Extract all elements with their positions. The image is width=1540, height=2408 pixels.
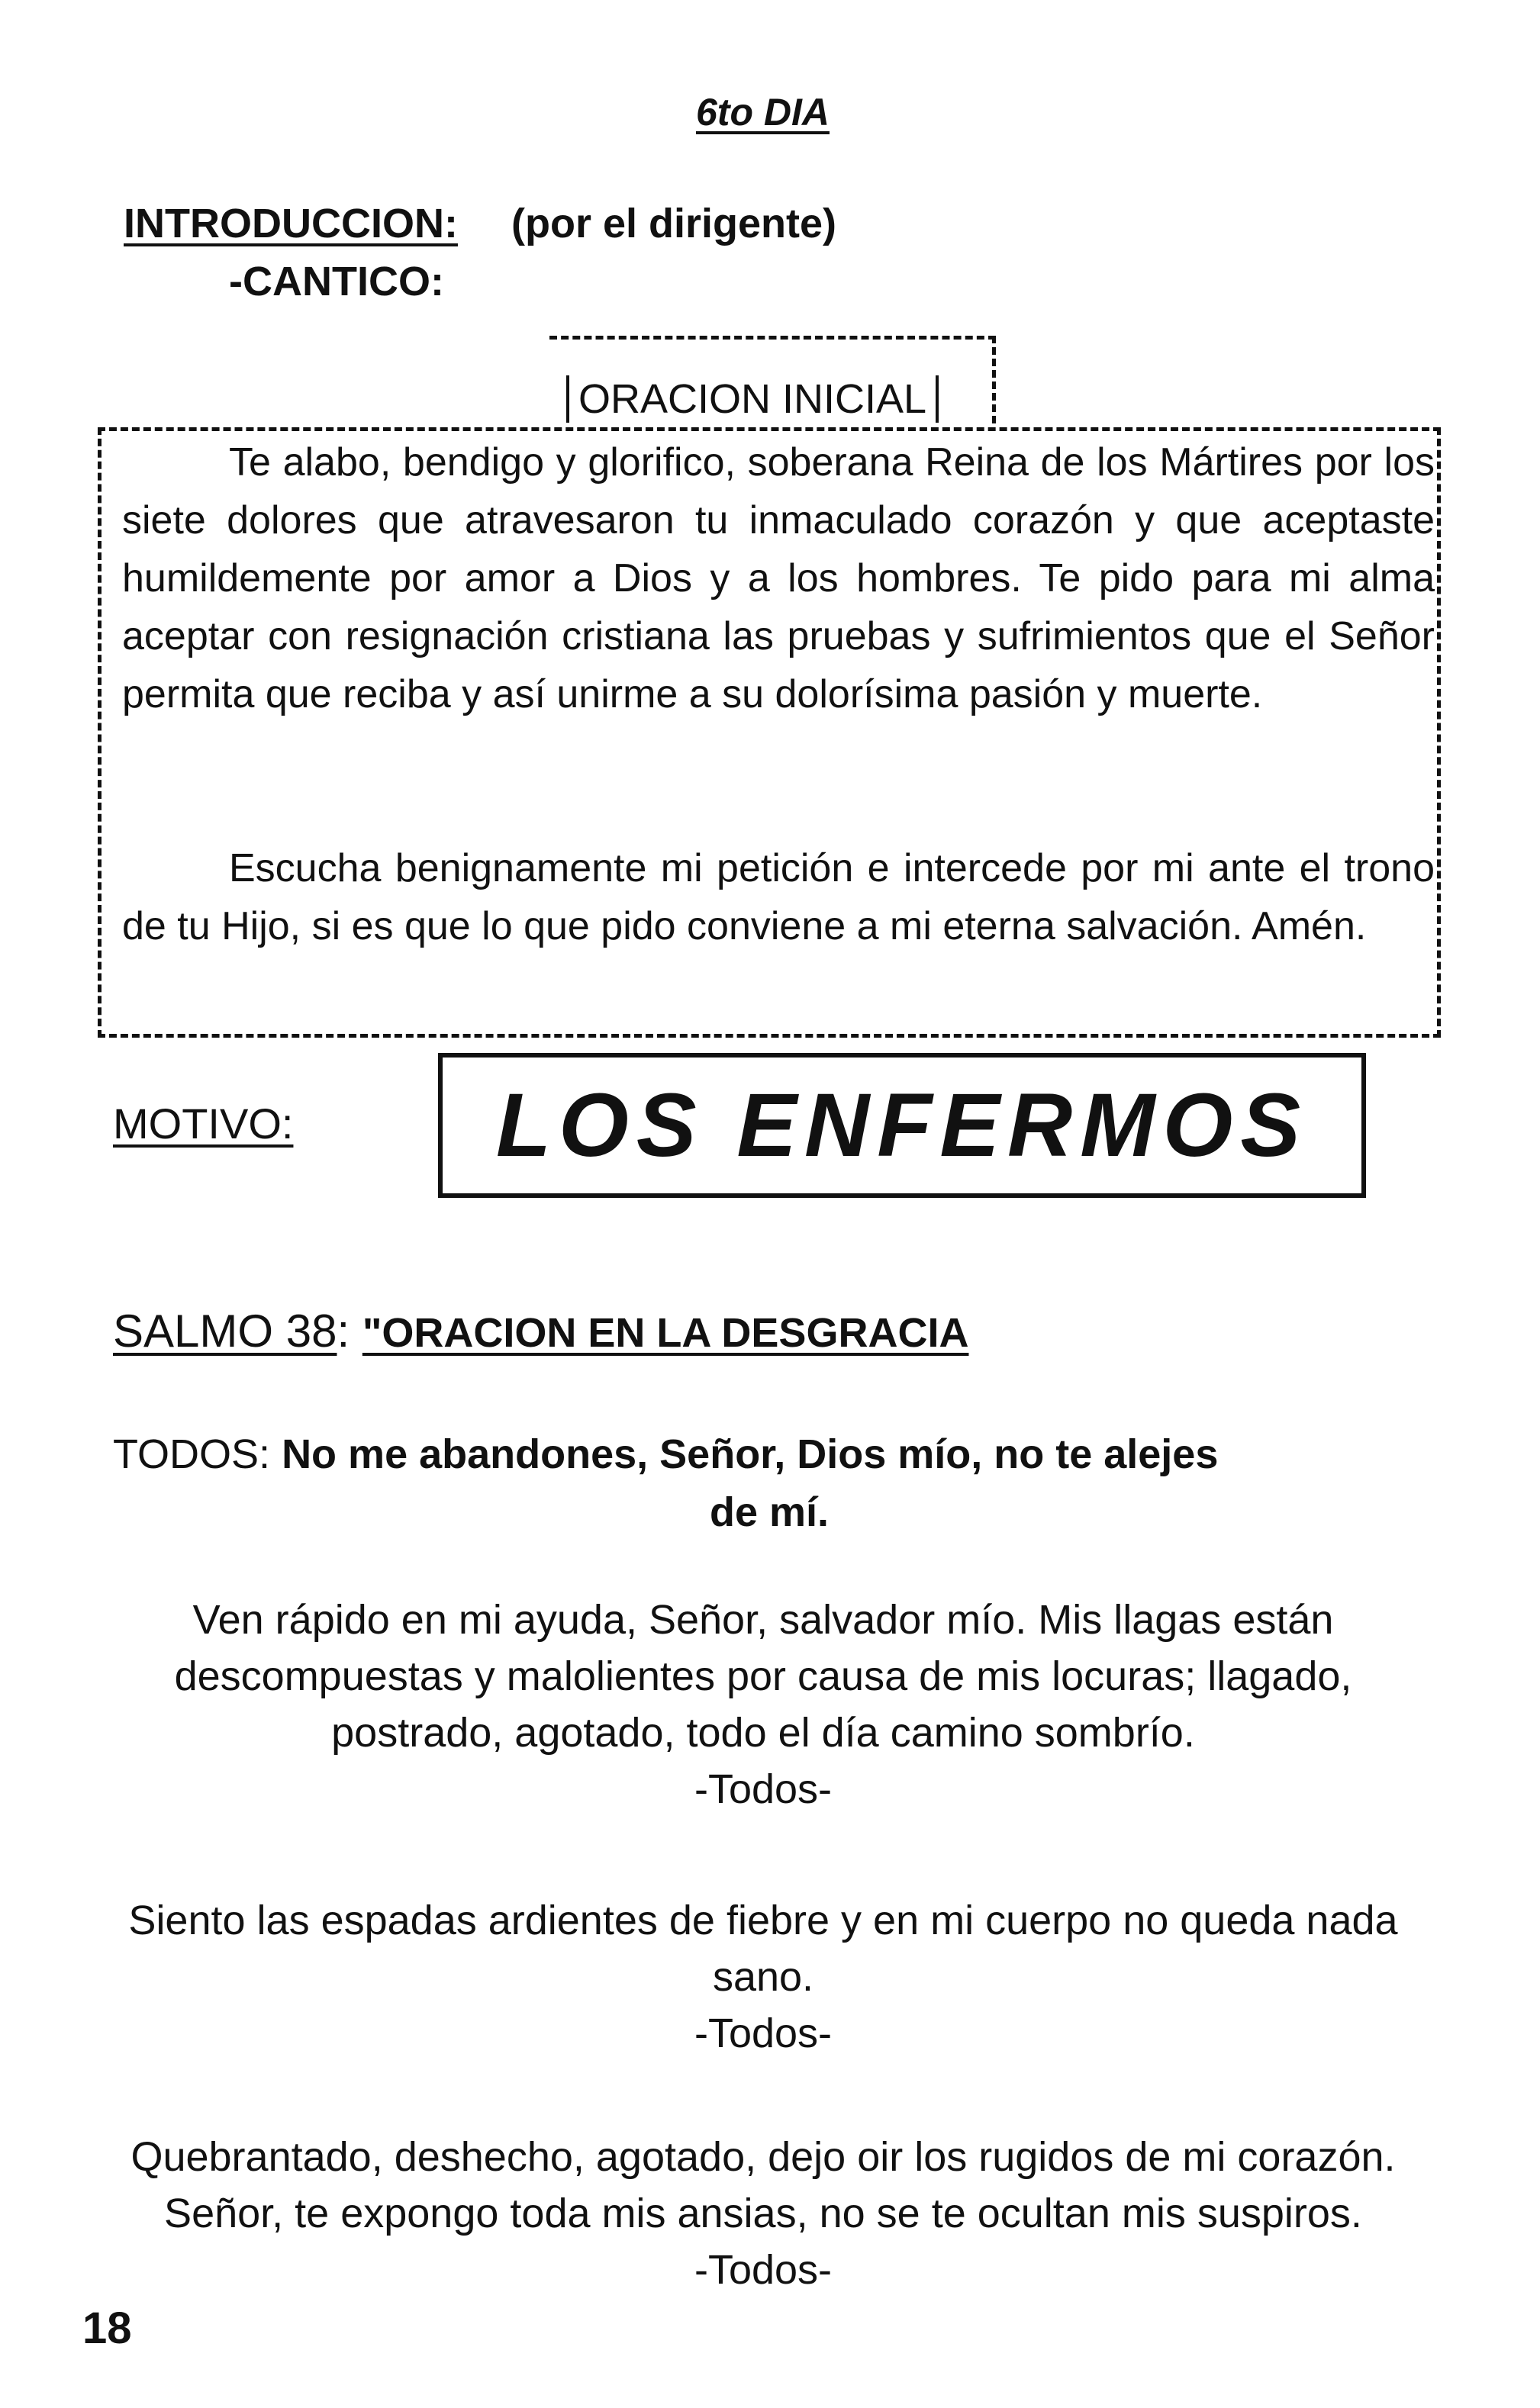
todos-response-block	[113, 1425, 1426, 1541]
intro-label: INTRODUCCION:	[124, 201, 458, 246]
verse-text: Siento las espadas ardientes de fiebre y en mi cuerpo no queda nada sano.	[128, 1898, 1398, 2000]
verse-text: Quebrantado, deshecho, agotado, dejo oir los rugidos de mi corazón. Señor, te expongo toda mis ansias, no se te ocultan mis suspiros.	[130, 2134, 1396, 2236]
psalm-title: "ORACION EN LA DESGRACIA	[362, 1310, 969, 1356]
verse-refrain: -Todos-	[694, 2247, 833, 2293]
todos-response-end: de mí.	[709, 1489, 830, 1535]
todos-response: No me abandones, Señor, Dios mío, no te alejes	[282, 1431, 1219, 1477]
verse-block	[114, 1892, 1412, 2062]
verse-text: Ven rápido en mi ayuda, Señor, salvador mío. Mis llagas están descompuestas y malolientes por causa de mis locuras; llagado, postrado, agotado, todo el día camino sombrío.	[174, 1597, 1352, 1756]
verse-block	[114, 1592, 1412, 1817]
psalm-separator: :	[337, 1305, 350, 1357]
intro-row	[124, 200, 836, 247]
day-title: 6to DIA	[696, 91, 830, 134]
intro-note: (por el dirigente)	[511, 201, 837, 246]
todos-label: TODOS:	[113, 1431, 271, 1477]
verse-block	[114, 2129, 1412, 2298]
motivo-box	[438, 1053, 1366, 1198]
prayer-paragraph-1: Te alabo, bendigo y glorifico, soberana Reina de los Mártires por los siete dolores que atravesaron tu inmaculado corazón y que aceptaste humildemente por amor a Dios y a los hombres. Te pido para mi alma aceptar con resignación cristiana las pruebas y sufrimientos que el Señor permita que reciba y así unirme a su dolorísima pasión y muerte.	[122, 440, 1435, 716]
prayer-paragraph-2: Escucha benignamente mi petición e intercede por mi ante el trono de tu Hijo, si es que lo que pido conviene a mi eterna salvación. Amén.	[122, 846, 1435, 948]
prayer-title: ORACION INICIAL	[566, 375, 939, 423]
motivo-label: MOTIVO:	[113, 1099, 294, 1148]
verse-refrain: -Todos-	[694, 2010, 833, 2056]
motivo-value: LOS ENFERMOS	[495, 1075, 1309, 1176]
psalm-heading	[113, 1305, 968, 1357]
psalm-label: SALMO 38	[113, 1305, 337, 1357]
cantico-label: -CANTICO:	[229, 259, 444, 304]
page-number: 18	[82, 2303, 132, 2353]
verse-refrain: -Todos-	[694, 1766, 833, 1812]
